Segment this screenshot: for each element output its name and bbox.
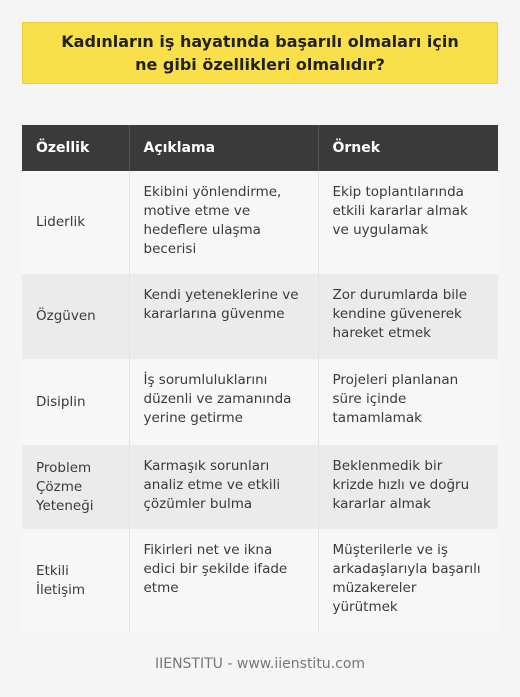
title-banner: [22, 22, 498, 84]
header-description: Açıklama: [129, 125, 318, 171]
page-title: Kadınların iş hayatında başarılı olmaları için ne gibi özellikleri olmalıdır?: [61, 32, 459, 74]
table-header-row: [22, 125, 498, 171]
description-cell: Karmaşık sorunları analiz etme ve etkili çözümler bulma: [129, 445, 318, 529]
example-cell: Beklenmedik bir krizde hızlı ve doğru kararlar almak: [318, 445, 498, 529]
example-cell: Zor durumlarda bile kendine güvenerek hareket etmek: [318, 274, 498, 359]
example-cell: Müşterilerle ve iş arkadaşlarıyla başarılı müzakereler yürütmek: [318, 529, 498, 633]
feature-cell: Özgüven: [22, 274, 129, 359]
feature-cell: Problem Çözme Yeteneği: [22, 445, 129, 529]
feature-cell: Disiplin: [22, 359, 129, 445]
example-cell: Projeleri planlanan süre içinde tamamlamak: [318, 359, 498, 445]
description-cell: Ekibini yönlendirme, motive etme ve hedeflere ulaşma becerisi: [129, 171, 318, 274]
description-cell: İş sorumluluklarını düzenli ve zamanında yerine getirme: [129, 359, 318, 445]
description-cell: Kendi yeteneklerine ve kararlarına güvenme: [129, 274, 318, 359]
table-row: [22, 529, 498, 633]
table-row: [22, 274, 498, 359]
table-row: [22, 445, 498, 529]
table-row: [22, 359, 498, 445]
table-row: [22, 171, 498, 274]
footer-credit: IIENSTITU - www.iienstitu.com: [154, 656, 366, 672]
header-feature: Özellik: [22, 125, 129, 171]
feature-cell: Etkili İletişim: [22, 529, 129, 633]
feature-cell: Liderlik: [22, 171, 129, 274]
features-table: [22, 125, 498, 633]
description-cell: Fikirleri net ve ikna edici bir şekilde ifade etme: [129, 529, 318, 633]
example-cell: Ekip toplantılarında etkili kararlar almak ve uygulamak: [318, 171, 498, 274]
header-example: Örnek: [318, 125, 498, 171]
